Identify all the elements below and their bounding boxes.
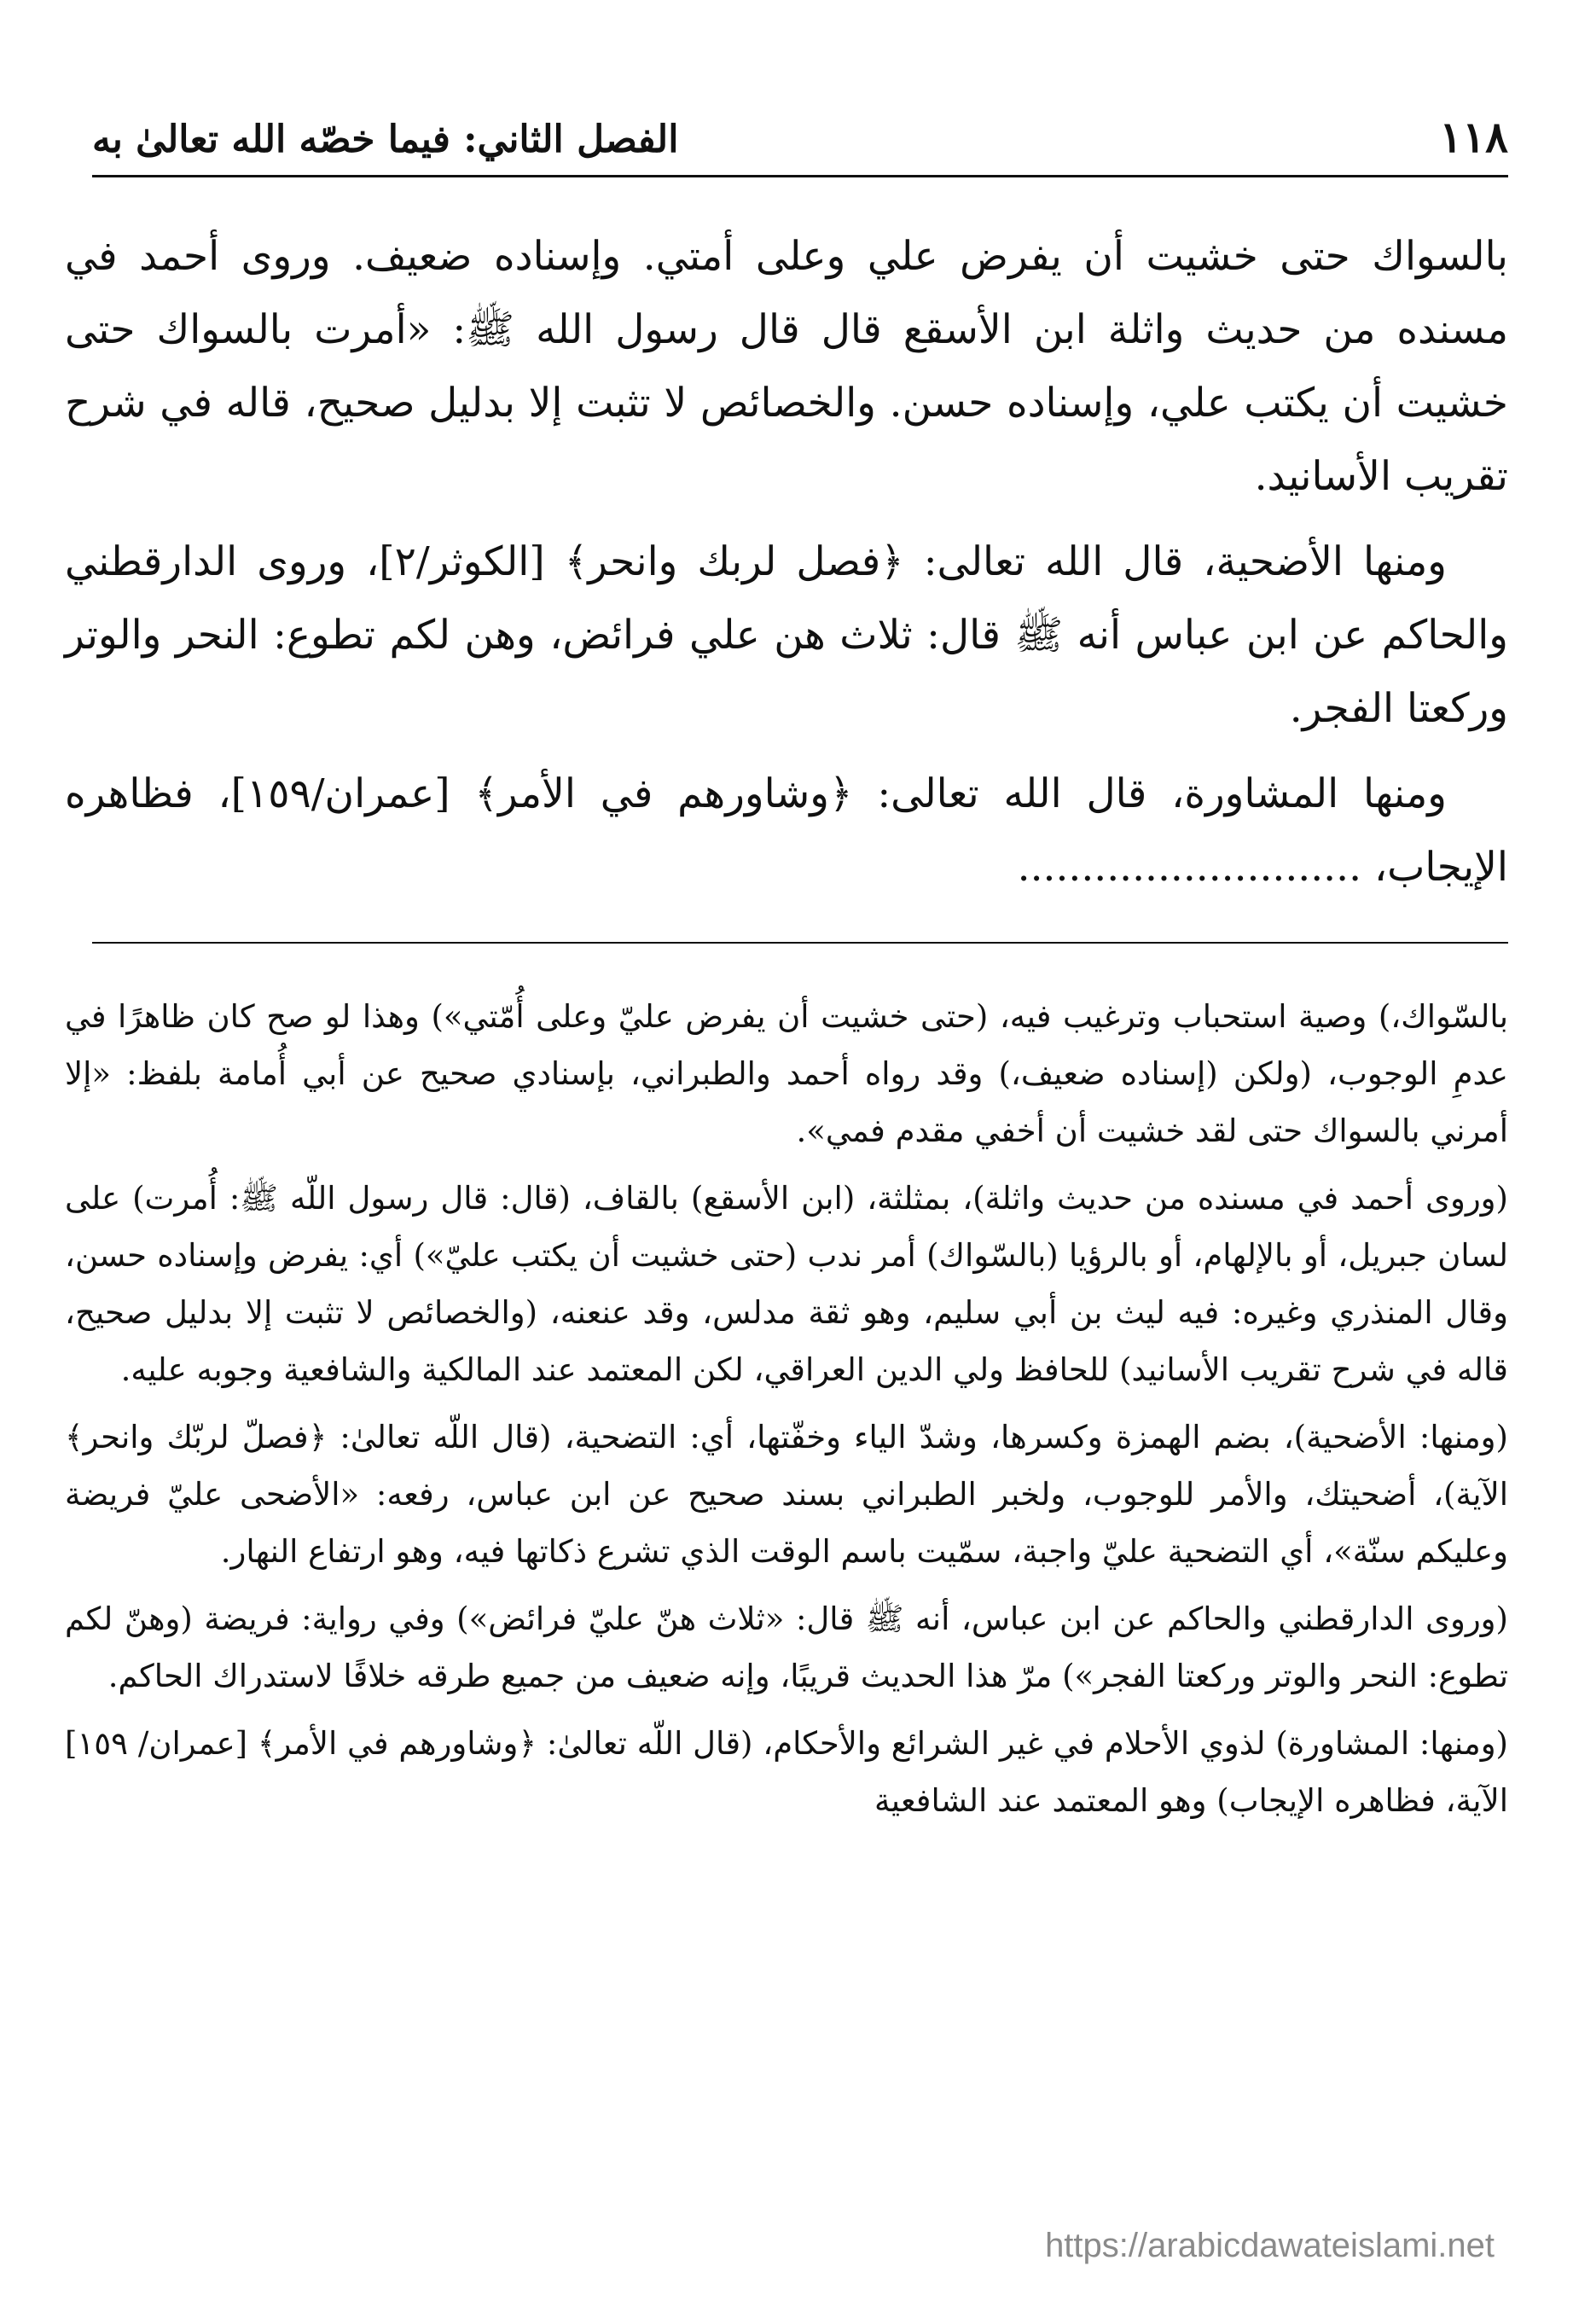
commentary-paragraph-3: (ومنها: الأضحية)، بضم الهمزة وكسرها، وشدّ الياء وخفّتها، أي: التضحية، (قال اللّه تعالىٰ: ﴿فصلّ لربّك وانحر﴾ الآية)، أضحيتك، والأمر للوجوب، ولخبر الطبراني بسند صحيح عن ابن عباس، رفعه: «الأضحى عليّ فريضة وعليكم سنّة»، أي التضحية عليّ واجبة، سمّيت باسم الوقت الذي تشرع ذكاتها فيه، وهو ارتفاع النهار. bbox=[65, 1419, 1508, 1570]
main-paragraph-3 bbox=[65, 758, 1508, 904]
watermark-url: https://arabicdawateislami.net bbox=[1045, 2227, 1495, 2264]
commentary-paragraph-4: (وروى الدارقطني والحاكم عن ابن عباس، أنه ﷺ قال: «ثلاث هنّ عليّ فرائض») وفي رواية: فريضة (وهنّ لكم تطوع: النحر والوتر وركعتا الفجر») مرّ هذا الحديث قريبًا، وإنه ضعيف من جميع طرقه خلافًا لاستدراك الحاكم. bbox=[65, 1601, 1508, 1694]
commentary-separator bbox=[92, 942, 1508, 944]
main-paragraph-3-text: ومنها المشاورة، قال الله تعالى: ﴿وشاورهم في الأمر﴾ [عمران/١٥٩]، فظاهره الإيجاب، bbox=[65, 770, 1508, 891]
main-text bbox=[65, 220, 1508, 916]
commentary-paragraph-1: بالسّواك،) وصية استحباب وترغيب فيه، (حتى خشيت أن يفرض عليّ وعلى أُمّتي») وهذا لو صح كان ظاهرًا في عدمِ الوجوب، (ولكن (إسناده ضعيف،) وقد رواه أحمد والطبراني، بإسنادي صحيح عن أبي أُمامة بلفظ: «إلا أمرني بالسواك حتى لقد خشيت أن أخفي مقدم فمي». bbox=[65, 998, 1508, 1149]
header-rule bbox=[92, 175, 1508, 177]
continuation-dots: ........................... bbox=[1017, 844, 1362, 891]
commentary-text bbox=[65, 988, 1508, 1839]
page-number: ١١٨ bbox=[1439, 112, 1508, 162]
page-header bbox=[92, 101, 1508, 162]
commentary-paragraph-5: (ومنها: المشاورة) لذوي الأحلام في غير الشرائع والأحكام، (قال اللّه تعالىٰ: ﴿وشاورهم في الأمر﴾ [عمران/ ١٥٩] الآية، فظاهره الإيجاب) وهو المعتمد عند الشافعية bbox=[65, 1725, 1508, 1819]
main-paragraph-1: بالسواك حتى خشيت أن يفرض علي وعلى أمتي. وإسناده ضعيف. وروى أحمد في مسنده من حديث واثلة ابن الأسقع قال قال رسول الله ﷺ: «أمرت بالسواك حتى خشيت أن يكتب علي، وإسناده حسن. والخصائص لا تثبت إلا بدليل صحيح، قاله في شرح تقريب الأسانيد. bbox=[65, 233, 1508, 500]
main-paragraph-2: ومنها الأضحية، قال الله تعالى: ﴿فصل لربك وانحر﴾ [الكوثر/٢]، وروى الدارقطني والحاكم عن ابن عباس أنه ﷺ قال: ثلاث هن علي فرائض، وهن لكم تطوع: النحر والوتر وركعتا الفجر. bbox=[65, 538, 1508, 732]
commentary-paragraph-2: (وروى أحمد في مسنده من حديث واثلة)، بمثلثة، (ابن الأسقع) بالقاف، (قال: قال رسول اللّه ﷺ: أُمرت) على لسان جبريل، أو بالإلهام، أو بالرؤيا (بالسّواك) أمر ندب (حتى خشيت أن يكتب عليّ») أي: يفرض وإسناده حسن، وقال المنذري وغيره: فيه ليث بن أبي سليم، وهو ثقة مدلس، وقد عنعنه، (والخصائص لا تثبت إلا بدليل صحيح، قاله في شرح تقريب الأسانيد) للحافظ ولي الدين العراقي، لكن المعتمد عند المالكية والشافعية وجوبه عليه. bbox=[65, 1180, 1508, 1388]
running-title: الفصل الثاني: فيما خصّه الله تعالىٰ به bbox=[92, 118, 679, 161]
